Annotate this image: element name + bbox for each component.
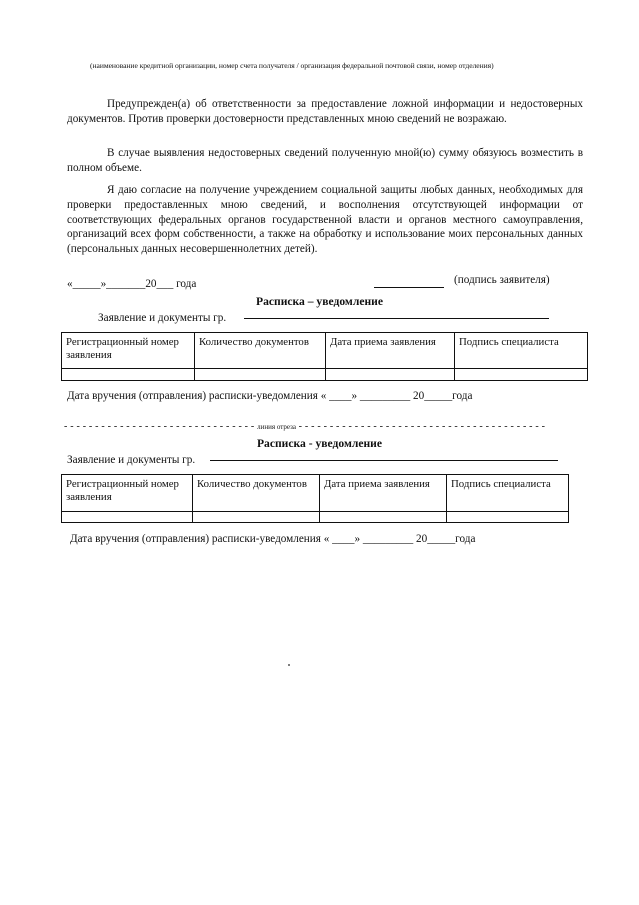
applicant-field-label: Заявление и документы гр.: [67, 454, 196, 466]
applicant-field-label: Заявление и документы гр.: [98, 312, 227, 324]
table-cell: [447, 512, 569, 523]
delivery-date-line: Дата вручения (отправления) расписки-уведомления « ____» _________ 20_____года: [70, 533, 476, 545]
receipt-table: [61, 474, 569, 523]
data-consent-paragraph: Я даю согласие на получение учреждением социальной защиты любых данных, необходимых для проверки предоставленных мною сведений, и восполнения отсутствующей информации от соответствующих федеральных органов государственной власти и органов местного самоуправления, организаций всех форм собственности, а также на обработку и использование моих персональных данных (персональных данных несовершеннолетних детей).: [67, 184, 583, 256]
applicant-name-blank: [210, 460, 558, 461]
liability-warning-paragraph: Предупрежден(а) об ответственности за предоставление ложной информации и недостоверных документов. Против проверки достоверности представленных мною сведений не возражаю.: [67, 98, 583, 125]
receipt-heading: Расписка – уведомление: [256, 295, 383, 308]
bank-details-caption: (наименование кредитной организации, номер счета получателя / организация федеральной почтовой связи, номер отделения): [90, 61, 494, 70]
table-header-row: [62, 333, 588, 369]
applicant-name-blank: [244, 318, 549, 319]
table-cell: [455, 369, 588, 381]
column-header-registration-number: Регистрационный номер заявления: [62, 333, 195, 369]
cut-line-dashes-right: - - - - - - - - - - - - - - - - - - - - - - - - - - - - - - - - - - - - - - - -: [298, 421, 546, 432]
table-cell: [320, 512, 447, 523]
table-cell: [62, 512, 193, 523]
table-cell: [193, 512, 320, 523]
table-row: [62, 369, 588, 381]
column-header-receipt-date: Дата приема заявления: [326, 333, 455, 369]
table-cell: [326, 369, 455, 381]
receipt-table: [61, 332, 588, 381]
cut-line-label: линия отреза: [257, 423, 296, 431]
application-date-line: «_____»_______20___ года: [67, 278, 197, 290]
receipt-heading: Расписка - уведомление: [256, 437, 383, 450]
table-cell: [195, 369, 326, 381]
delivery-date-line: Дата вручения (отправления) расписки-уведомления « ____» _________ 20_____года: [67, 390, 473, 402]
signature-caption: (подпись заявителя): [454, 274, 550, 286]
table-header-row: [62, 475, 569, 512]
column-header-registration-number: Регистрационный номер заявления: [62, 475, 193, 512]
cut-line: [64, 421, 545, 432]
scan-speck: [288, 664, 290, 666]
refund-obligation-paragraph: В случае выявления недостоверных сведений полученную мной(ю) сумму обязуюсь возместить в полном объеме.: [67, 147, 583, 174]
column-header-specialist-signature: Подпись специалиста: [455, 333, 588, 369]
cut-line-dashes-left: - - - - - - - - - - - - - - - - - - - - - - - - - - - - - - -: [64, 421, 255, 432]
column-header-receipt-date: Дата приема заявления: [320, 475, 447, 512]
signature-blank: [374, 287, 444, 288]
column-header-document-count: Количество документов: [193, 475, 320, 512]
table-cell: [62, 369, 195, 381]
table-row: [62, 512, 569, 523]
column-header-specialist-signature: Подпись специалиста: [447, 475, 569, 512]
column-header-document-count: Количество документов: [195, 333, 326, 369]
